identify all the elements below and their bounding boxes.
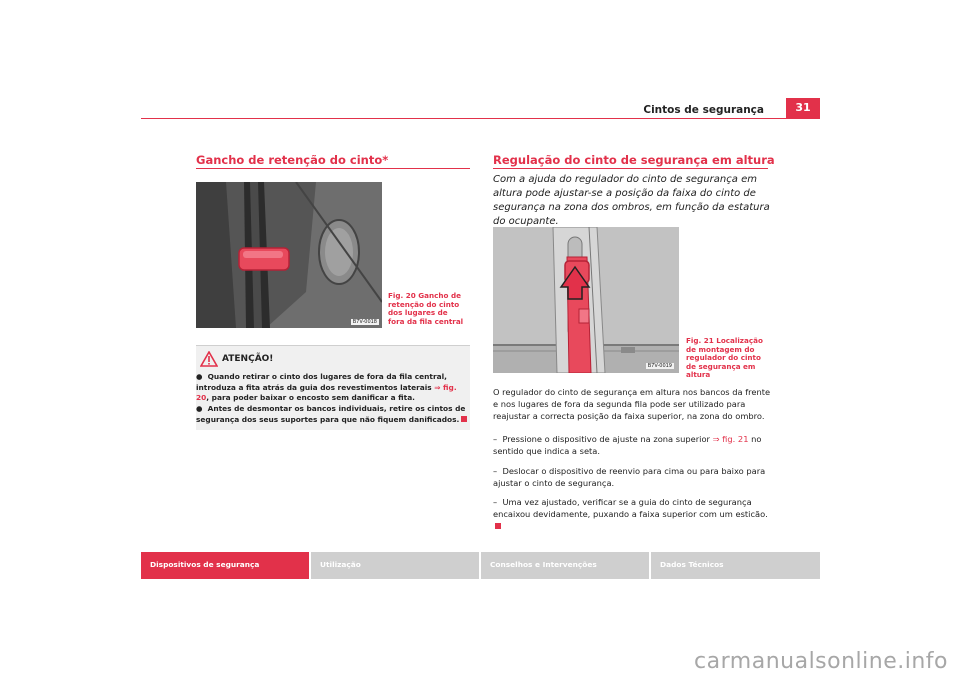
belt-hook-illustration xyxy=(196,182,382,328)
footer-tab-label: Conselhos e Intervenções xyxy=(490,560,597,569)
warning-item-2 xyxy=(196,404,468,425)
warning-item-2-text: Antes de desmontar os bancos individuais, retire os cintos de segurança dos seus suportes para que não fiquem danificados. xyxy=(196,404,466,424)
header-rule xyxy=(141,118,820,119)
step-2-dash: – xyxy=(493,466,503,476)
footer-tab-tips[interactable] xyxy=(481,552,649,579)
figure-21-link[interactable]: ⇒ fig. 21 xyxy=(712,434,749,444)
step-2 xyxy=(493,465,773,489)
right-section-rule xyxy=(493,168,768,169)
step-2-text: Deslocar o dispositivo de reenvio para cima ou para baixo para ajustar o cinto de segurança. xyxy=(493,466,766,489)
warning-box xyxy=(196,345,470,430)
figure-21-caption: Fig. 21 Localização de montagem do regulador do cinto de segurança em altura xyxy=(686,336,763,380)
figure-21-image xyxy=(493,227,679,373)
end-marker-icon xyxy=(495,523,501,529)
footer-tab-safety[interactable] xyxy=(141,552,309,579)
figure-21-code: B7V-0019 xyxy=(647,363,672,369)
footer-tab-usage[interactable] xyxy=(311,552,479,579)
warning-title: ATENÇÃO! xyxy=(222,354,274,364)
warning-item-1 xyxy=(196,372,468,404)
running-header-title: Cintos de segurança xyxy=(643,104,764,116)
step-3-dash: – xyxy=(493,497,503,507)
warning-triangle-icon xyxy=(200,351,218,367)
belt-height-adjuster-illustration xyxy=(493,227,679,373)
watermark: carmanualsonline.info xyxy=(694,649,948,674)
step-1-dash: – xyxy=(493,434,503,444)
left-section-rule xyxy=(196,168,470,169)
figure-20-caption: Fig. 20 Gancho de retenção do cinto dos lugares de fora da fila central xyxy=(388,291,464,326)
bullet-icon: ● xyxy=(196,404,203,413)
right-section-body: O regulador do cinto de segurança em altura nos bancos da frente e nos lugares de fora da segunda fila pode ser utilizado para reajustar a correcta posição da faixa superior, na zona do ombro. xyxy=(493,387,771,422)
figure-20-image xyxy=(196,182,382,328)
figure-20-link[interactable]: ⇒ fig. 20 xyxy=(196,382,457,402)
footer-tab-label: Utilização xyxy=(320,560,361,569)
step-1 xyxy=(493,433,773,457)
footer-tab-label: Dados Técnicos xyxy=(660,560,724,569)
step-3-text: Uma vez ajustado, verificar se a guia do cinto de segurança encaixou devidamente, puxando a faixa superior com um esticão. xyxy=(493,497,768,520)
step-1-text-b: no sentido que indica a seta. xyxy=(493,434,762,457)
left-section-title: Gancho de retenção do cinto* xyxy=(196,153,389,167)
footer-tab-technical-data[interactable] xyxy=(651,552,820,579)
step-1-text-a: Pressione o dispositivo de ajuste na zona superior xyxy=(502,434,713,444)
step-3 xyxy=(493,496,773,533)
figure-20-code: B7V-0018 xyxy=(352,319,377,325)
right-section-lead: Com a ajuda do regulador do cinto de segurança em altura pode ajustar-se a posição da faixa do cinto de segurança na zona dos ombros, em função da estatura do ocupante. xyxy=(493,174,770,227)
page-number: 31 xyxy=(786,98,820,118)
footer-tab-label: Dispositivos de segurança xyxy=(150,560,260,569)
right-section-title: Regulação do cinto de segurança em altura xyxy=(493,153,775,167)
warning-item-1-text-a: Quando retirar o cinto dos lugares de fora da fila central, introduza a fita atrás da guia dos revestimentos laterais xyxy=(196,372,447,392)
warning-item-1-text-b: , para poder baixar o encosto sem danificar a fita. xyxy=(206,393,415,402)
end-marker-icon xyxy=(461,416,467,422)
bullet-icon: ● xyxy=(196,372,203,381)
